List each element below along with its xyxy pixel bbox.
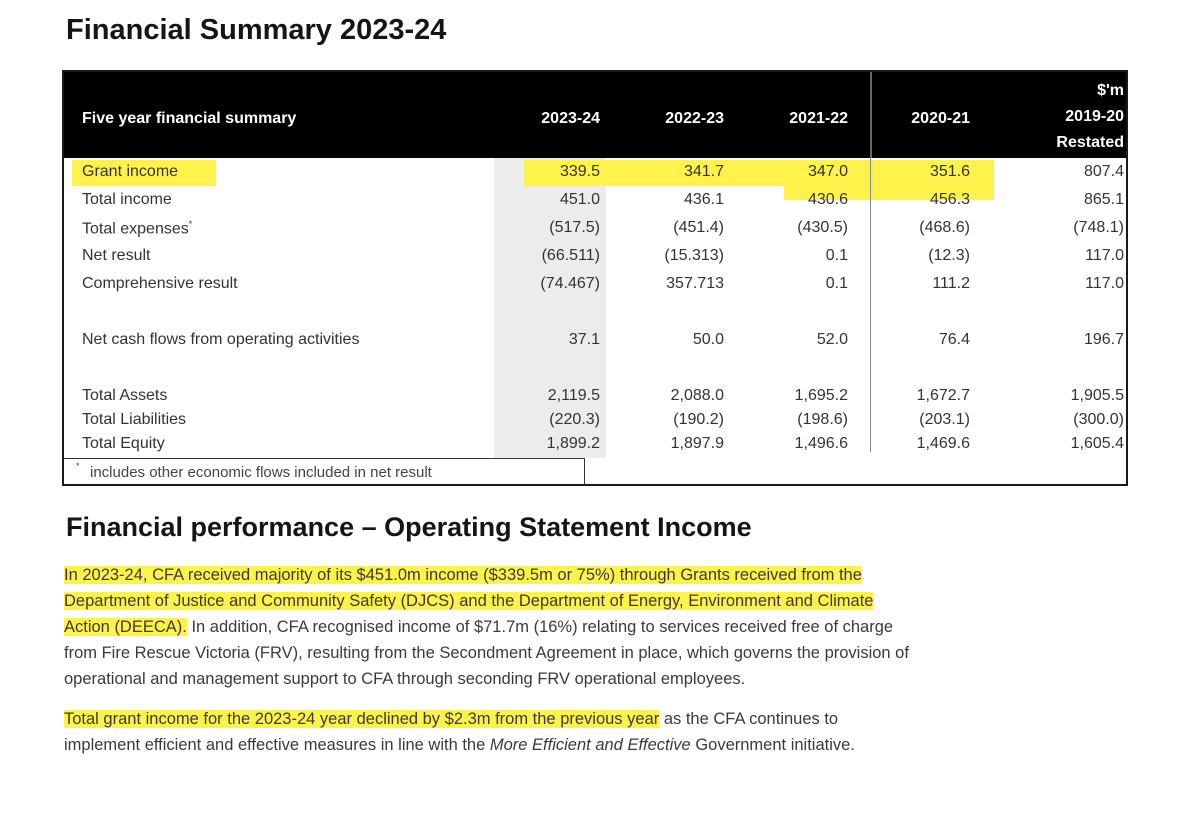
- paragraph-income: [58, 562, 909, 692]
- cell: 1,905.5: [1070, 387, 1124, 404]
- col-2020-21: 2020-21: [911, 110, 970, 127]
- row-label: Grant income: [82, 163, 179, 180]
- cell: (203.1): [919, 411, 970, 428]
- table-footnote: [64, 458, 585, 485]
- table-row: [64, 408, 1126, 434]
- row-label: Net result: [82, 247, 151, 264]
- cell: (430.5): [797, 219, 848, 236]
- cell: 0.1: [825, 275, 848, 292]
- cell: 117.0: [1085, 247, 1124, 264]
- cell: 807.4: [1083, 163, 1124, 180]
- cell: (74.467): [540, 275, 600, 292]
- row-label: Total Liabilities: [82, 411, 187, 428]
- cell: (190.2): [673, 411, 724, 428]
- row-label: Total expenses*: [82, 219, 193, 238]
- paragraph-grant-decline: [58, 706, 855, 758]
- para-line: Department of Justice and Community Safety (DJCS) and the Department of Energy, Environment and Climate: [64, 592, 874, 610]
- cell: 341.7: [683, 163, 724, 180]
- cell: 357.713: [666, 275, 724, 292]
- cell: 37.1: [568, 331, 600, 348]
- cell: 456.3: [929, 191, 970, 208]
- col-2022-23: 2022-23: [665, 110, 724, 127]
- table-title: Five year financial summary: [82, 110, 297, 127]
- cell: 50.0: [692, 331, 724, 348]
- para-line-highlighted: Action (DEECA).: [64, 618, 187, 636]
- cell: (12.3): [928, 247, 970, 264]
- restated-label: Restated: [1056, 134, 1124, 151]
- table-row: [64, 432, 1126, 458]
- cell: 436.1: [683, 191, 724, 208]
- cell: 351.6: [929, 163, 970, 180]
- cell: 1,897.9: [670, 435, 724, 452]
- para-line: as the CFA continues to: [659, 710, 839, 728]
- header-divider: [870, 72, 872, 158]
- row-label: Net cash flows from operating activities: [82, 331, 360, 348]
- table-header: [64, 72, 1126, 158]
- para-line-highlighted: Total grant income for the 2023-24 year declined by $2.3m from the previous year: [64, 710, 660, 728]
- table-row: [64, 272, 1126, 298]
- cell: 117.0: [1085, 275, 1124, 292]
- para-line: Government initiative.: [690, 736, 855, 754]
- cell: (468.6): [919, 219, 970, 236]
- cell: 430.6: [807, 191, 848, 208]
- cell: 0.1: [825, 247, 848, 264]
- footnote-text: includes other economic flows included in net result: [90, 464, 432, 481]
- col-2021-22: 2021-22: [789, 110, 848, 127]
- section-heading: Financial performance – Operating Statement Income: [66, 512, 752, 542]
- cell: (300.0): [1073, 411, 1124, 428]
- cell: 347.0: [807, 163, 848, 180]
- row-label: Total income: [82, 191, 172, 208]
- cell: 1,469.6: [916, 435, 970, 452]
- cell: 339.5: [559, 163, 600, 180]
- row-label: Comprehensive result: [82, 275, 238, 292]
- cell: 1,899.2: [546, 435, 600, 452]
- cell: 111.2: [932, 275, 970, 292]
- col-2019-20: 2019-20: [1065, 108, 1124, 125]
- cell: (198.6): [797, 411, 848, 428]
- cell: 1,672.7: [916, 387, 970, 404]
- cell: (15.313): [664, 247, 724, 264]
- cell: 1,605.4: [1070, 435, 1124, 452]
- table-row: [64, 160, 1126, 186]
- table-row: [64, 244, 1126, 270]
- row-label: Total Equity: [82, 435, 165, 452]
- table-row: [64, 188, 1126, 214]
- para-line: operational and management support to CFA through seconding FRV operational employees.: [64, 670, 746, 688]
- para-line: implement efficient and effective measures in line with the: [64, 736, 490, 754]
- cell: 1,496.6: [794, 435, 848, 452]
- cell: (517.5): [549, 219, 600, 236]
- table-row: [64, 384, 1126, 410]
- row-label: Total Assets: [82, 387, 168, 404]
- cell: (220.3): [549, 411, 600, 428]
- table-row: [64, 216, 1126, 242]
- page-title: Financial Summary 2023-24: [66, 14, 447, 46]
- cell: 2,119.5: [547, 387, 600, 404]
- para-line: from Fire Rescue Victoria (FRV), resulting from the Secondment Agreement in place, which governs the provision of: [64, 644, 909, 662]
- cell: 865.1: [1083, 191, 1124, 208]
- cell: (66.511): [541, 247, 600, 264]
- para-line: In addition, CFA recognised income of $71.7m (16%) relating to services received free of charge: [186, 618, 894, 636]
- cell: (451.4): [673, 219, 724, 236]
- cell: 451.0: [559, 191, 600, 208]
- footnote-mark: *: [76, 461, 80, 471]
- financial-summary-table: [62, 70, 1128, 486]
- col-2023-24: 2023-24: [541, 110, 600, 127]
- cell: (748.1): [1073, 219, 1124, 236]
- cell: 76.4: [938, 331, 970, 348]
- table-row: [64, 328, 1126, 354]
- initiative-name: More Efficient and Effective: [489, 736, 691, 754]
- cell: 52.0: [816, 331, 848, 348]
- para-line: In 2023-24, CFA received majority of its $451.0m income ($339.5m or 75%) through Grants received from the: [64, 566, 862, 584]
- cell: 196.7: [1083, 331, 1124, 348]
- unit-label: $'m: [1097, 82, 1124, 99]
- cell: 2,088.0: [670, 387, 724, 404]
- cell: 1,695.2: [794, 387, 848, 404]
